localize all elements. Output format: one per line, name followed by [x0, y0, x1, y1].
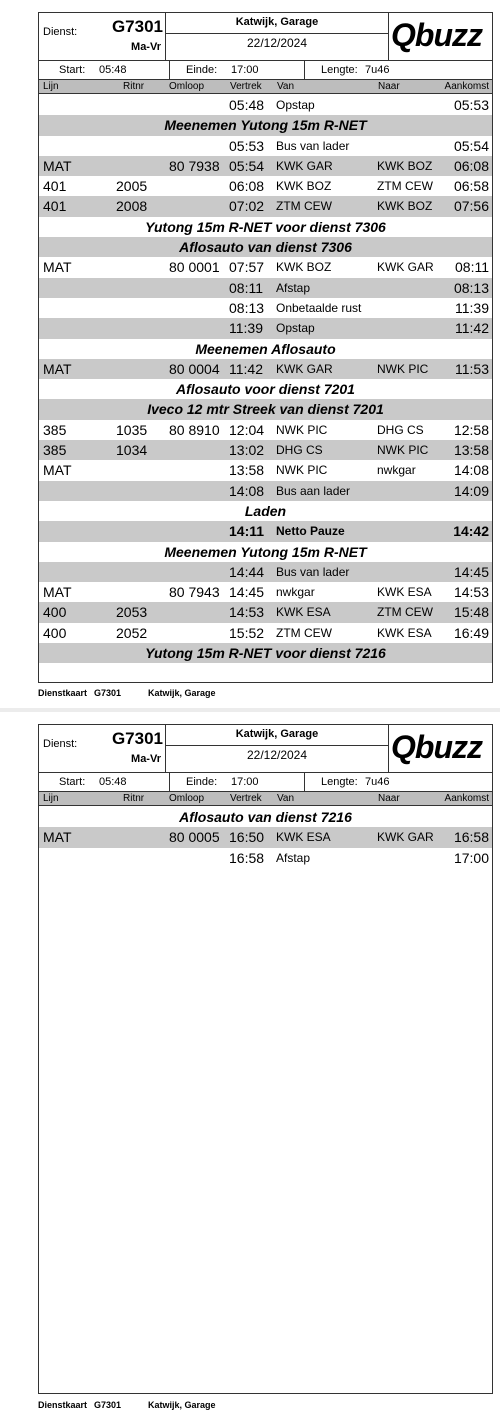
- column-header: [39, 80, 492, 94]
- section-title: Yutong 15m R-NET voor dienst 7216: [145, 645, 386, 662]
- cell-van: KWK GAR: [276, 158, 333, 173]
- time-summary: [39, 61, 492, 80]
- dienst-code: G7301: [111, 729, 163, 748]
- cell-naar: ZTM CEW: [377, 605, 433, 620]
- page-1: [0, 0, 500, 710]
- trip-row: [39, 623, 492, 643]
- cell-vertrek: 08:11: [229, 279, 263, 296]
- cell-van: KWK BOZ: [276, 260, 332, 275]
- lengte-value: 7u46: [365, 64, 390, 76]
- section-title-row: [39, 237, 492, 257]
- col-aankomst: Aankomst: [444, 81, 489, 92]
- page-2: [0, 712, 500, 1426]
- footer-location: Katwijk, Garage: [148, 688, 216, 698]
- section-title: Aflosauto voor dienst 7201: [176, 381, 355, 398]
- dienst-label: Dienst:: [43, 26, 78, 38]
- cell-lijn: 385: [43, 442, 67, 459]
- cell-aankomst: 11:39: [455, 299, 489, 316]
- location: Katwijk, Garage: [166, 13, 388, 34]
- cell-van: KWK ESA: [276, 830, 331, 845]
- cell-aankomst: 08:11: [455, 259, 489, 276]
- cell-ritnr: 2052: [116, 624, 148, 641]
- cell-vertrek: 14:44: [229, 563, 265, 580]
- cell-naar: KWK GAR: [377, 830, 434, 845]
- section-title: Meenemen Yutong 15m R-NET: [164, 543, 367, 560]
- section-title-row: [39, 807, 492, 827]
- dienst-label: Dienst:: [43, 738, 78, 750]
- cell-vertrek: 13:58: [229, 462, 265, 479]
- cell-van: ZTM CEW: [276, 199, 332, 214]
- cell-lijn: MAT: [43, 584, 72, 601]
- einde-label: Einde:: [186, 776, 218, 788]
- cell-omloop: 80 7938: [169, 157, 220, 174]
- cell-vertrek: 14:08: [229, 482, 265, 499]
- cell-vertrek: 14:53: [229, 604, 265, 621]
- einde-label: Einde:: [186, 64, 218, 76]
- col-vertrek: Vertrek: [230, 793, 262, 804]
- trip-row: [39, 156, 492, 176]
- cell-omloop: 80 0005: [169, 829, 220, 846]
- cell-vertrek: 05:48: [229, 97, 265, 113]
- einde-cell: [170, 61, 305, 79]
- cell-vertrek: 14:11: [229, 523, 265, 540]
- section-title-row: [39, 339, 492, 359]
- cell-lijn: 401: [43, 178, 67, 195]
- einde-cell: [170, 773, 305, 791]
- cell-vertrek: 11:42: [229, 360, 263, 377]
- section-title-row: [39, 115, 492, 135]
- section-title-row: [39, 501, 492, 521]
- cell-vertrek: 12:04: [229, 421, 265, 438]
- footer-code: G7301: [94, 688, 122, 698]
- col-lijn: Lijn: [43, 81, 59, 92]
- trip-list: [39, 95, 492, 663]
- col-naar: Naar: [378, 81, 400, 92]
- footer-label: Dienstkaart: [38, 688, 88, 698]
- cell-lijn: MAT: [43, 360, 72, 377]
- cell-van: NWK PIC: [276, 463, 328, 478]
- cell-omloop: 80 0004: [169, 360, 220, 377]
- dienstkaart-card: [38, 12, 493, 683]
- trip-row: [39, 460, 492, 480]
- cell-aankomst: 14:53: [453, 584, 489, 601]
- cell-ritnr: 1035: [116, 421, 148, 438]
- cell-vertrek: 05:54: [229, 157, 265, 174]
- cell-vertrek: 14:45: [229, 584, 265, 601]
- cell-aankomst: 13:58: [453, 442, 489, 459]
- location-date-box: [166, 725, 389, 772]
- section-title: Meenemen Aflosauto: [195, 340, 336, 357]
- cell-van: Opstap: [276, 98, 315, 112]
- col-lijn: Lijn: [43, 793, 59, 804]
- trip-row: [39, 420, 492, 440]
- section-title-row: [39, 643, 492, 663]
- cell-van: KWK GAR: [276, 361, 333, 376]
- section-title: Meenemen Yutong 15m R-NET: [164, 117, 367, 134]
- cell-van: Opstap: [276, 321, 315, 336]
- cell-aankomst: 08:13: [453, 279, 489, 296]
- cell-lijn: MAT: [43, 259, 72, 276]
- cell-omloop: 80 8910: [169, 421, 220, 438]
- lengte-cell: [305, 61, 492, 79]
- time-summary: [39, 773, 492, 792]
- cell-van: Bus van lader: [276, 138, 350, 153]
- card-header: [39, 725, 492, 773]
- cell-aankomst: 11:53: [455, 360, 489, 377]
- trip-row: [39, 582, 492, 602]
- date: 22/12/2024: [246, 748, 308, 762]
- cell-vertrek: 08:13: [229, 299, 265, 316]
- cell-aankomst: 14:09: [453, 482, 489, 499]
- cell-vertrek: 16:58: [229, 849, 265, 866]
- cell-aankomst: 05:54: [453, 137, 489, 154]
- trip-row: [39, 318, 492, 338]
- date: 22/12/2024: [246, 36, 308, 50]
- section-title: Yutong 15m R-NET voor dienst 7306: [145, 218, 386, 235]
- cell-aankomst: 14:08: [453, 462, 489, 479]
- cell-lijn: MAT: [43, 829, 72, 846]
- lengte-cell: [305, 773, 492, 791]
- cell-lijn: MAT: [43, 157, 72, 174]
- cell-omloop: 80 7943: [169, 584, 220, 601]
- cell-naar: KWK ESA: [377, 585, 432, 600]
- trip-row: [39, 481, 492, 501]
- dienstkaart-card: [38, 724, 493, 1394]
- cell-aankomst: 05:53: [453, 97, 489, 113]
- cell-vertrek: 07:57: [229, 259, 265, 276]
- col-ritnr: Ritnr: [123, 793, 145, 804]
- footer-label: Dienstkaart: [38, 1400, 88, 1410]
- trip-row: [39, 278, 492, 298]
- col-omloop: Omloop: [169, 81, 205, 92]
- footer-location: Katwijk, Garage: [148, 1400, 216, 1410]
- cell-naar: KWK BOZ: [377, 158, 433, 173]
- cell-van: Afstap: [276, 280, 311, 295]
- cell-van: ZTM CEW: [276, 625, 332, 640]
- lengte-label: Lengte:: [321, 64, 358, 76]
- column-header: [39, 792, 492, 806]
- cell-lijn: 385: [43, 421, 67, 438]
- trip-row: [39, 521, 492, 541]
- cell-ritnr: 1034: [116, 442, 148, 459]
- cell-naar: KWK ESA: [377, 625, 432, 640]
- lengte-label: Lengte:: [321, 776, 358, 788]
- dienst-code: G7301: [111, 17, 163, 36]
- cell-vertrek: 06:08: [229, 178, 265, 195]
- start-value: 05:48: [99, 776, 127, 788]
- cell-aankomst: 06:58: [453, 178, 489, 195]
- cell-van: Bus van lader: [276, 564, 350, 579]
- cell-naar: KWK BOZ: [377, 199, 433, 214]
- cell-van: KWK BOZ: [276, 179, 332, 194]
- trip-row: [39, 827, 492, 847]
- cell-ritnr: 2008: [116, 198, 148, 215]
- trip-row: [39, 440, 492, 460]
- trip-row: [39, 359, 492, 379]
- cell-vertrek: 07:02: [229, 198, 265, 215]
- cell-lijn: MAT: [43, 462, 72, 479]
- start-label: Start:: [59, 776, 86, 788]
- cell-aankomst: 15:48: [453, 604, 489, 621]
- cell-lijn: 400: [43, 624, 67, 641]
- section-title: Aflosauto van dienst 7306: [179, 239, 352, 256]
- col-aankomst: Aankomst: [444, 793, 489, 804]
- card-header: [39, 13, 492, 61]
- trip-row: [39, 136, 492, 156]
- cell-aankomst: 06:08: [453, 157, 489, 174]
- cell-vertrek: 11:39: [229, 320, 263, 337]
- cell-van: Netto Pauze: [276, 524, 345, 539]
- section-title: Aflosauto van dienst 7216: [179, 809, 352, 825]
- location: Katwijk, Garage: [166, 725, 388, 746]
- start-label: Start:: [59, 64, 86, 76]
- cell-aankomst: 12:58: [453, 421, 489, 438]
- section-title-row: [39, 542, 492, 562]
- cell-aankomst: 14:42: [453, 523, 489, 540]
- cell-lijn: 401: [43, 198, 67, 215]
- section-title-row: [39, 379, 492, 399]
- qbuzz-logo: Qbuzz: [391, 17, 482, 53]
- cell-aankomst: 14:45: [453, 563, 489, 580]
- trip-row: [39, 298, 492, 318]
- cell-ritnr: 2053: [116, 604, 148, 621]
- cell-vertrek: 05:53: [229, 137, 265, 154]
- cell-naar: NWK PIC: [377, 443, 429, 458]
- cell-naar: nwkgar: [377, 463, 416, 478]
- trip-row: [39, 176, 492, 196]
- cell-van: nwkgar: [276, 585, 315, 600]
- col-omloop: Omloop: [169, 793, 205, 804]
- section-title: Laden: [244, 502, 287, 519]
- cell-vertrek: 15:52: [229, 624, 265, 641]
- location-date-box: [166, 13, 389, 60]
- cell-van: NWK PIC: [276, 422, 328, 437]
- trip-row: [39, 602, 492, 622]
- section-title-row: [39, 217, 492, 237]
- trip-row: [39, 562, 492, 582]
- col-van: Van: [277, 81, 295, 92]
- qbuzz-logo: Qbuzz: [391, 729, 482, 765]
- cell-naar: NWK PIC: [377, 361, 429, 376]
- dienst-days: Ma-Vr: [131, 41, 161, 53]
- cell-naar: ZTM CEW: [377, 179, 433, 194]
- cell-van: Bus aan lader: [276, 483, 351, 498]
- col-ritnr: Ritnr: [123, 81, 145, 92]
- col-van: Van: [277, 793, 295, 804]
- cell-van: Onbetaalde rust: [276, 300, 362, 315]
- cell-aankomst: 16:49: [453, 624, 489, 641]
- col-naar: Naar: [378, 793, 400, 804]
- lengte-value: 7u46: [365, 776, 390, 788]
- trip-list: [39, 807, 492, 868]
- cell-naar: DHG CS: [377, 422, 424, 437]
- cell-ritnr: 2005: [116, 178, 148, 195]
- footer-code: G7301: [94, 1400, 122, 1410]
- trip-row: [39, 95, 492, 115]
- dienst-box: [39, 13, 166, 60]
- trip-row: [39, 848, 492, 868]
- col-vertrek: Vertrek: [230, 81, 262, 92]
- trip-row: [39, 257, 492, 277]
- cell-vertrek: 16:50: [229, 829, 265, 846]
- cell-lijn: 400: [43, 604, 67, 621]
- cell-aankomst: 07:56: [453, 198, 489, 215]
- cell-vertrek: 13:02: [229, 442, 265, 459]
- cell-van: DHG CS: [276, 443, 323, 458]
- section-title: Iveco 12 mtr Streek van dienst 7201: [147, 401, 384, 418]
- cell-omloop: 80 0001: [169, 259, 220, 276]
- cell-van: KWK ESA: [276, 605, 331, 620]
- start-cell: [39, 61, 170, 79]
- dienst-days: Ma-Vr: [131, 753, 161, 765]
- einde-value: 17:00: [231, 776, 259, 788]
- cell-aankomst: 17:00: [453, 849, 489, 866]
- start-value: 05:48: [99, 64, 127, 76]
- einde-value: 17:00: [231, 64, 259, 76]
- cell-van: Afstap: [276, 850, 311, 865]
- cell-aankomst: 11:42: [455, 320, 489, 337]
- dienst-box: [39, 725, 166, 772]
- trip-row: [39, 196, 492, 216]
- section-title-row: [39, 399, 492, 419]
- cell-naar: KWK GAR: [377, 260, 434, 275]
- cell-aankomst: 16:58: [453, 829, 489, 846]
- start-cell: [39, 773, 170, 791]
